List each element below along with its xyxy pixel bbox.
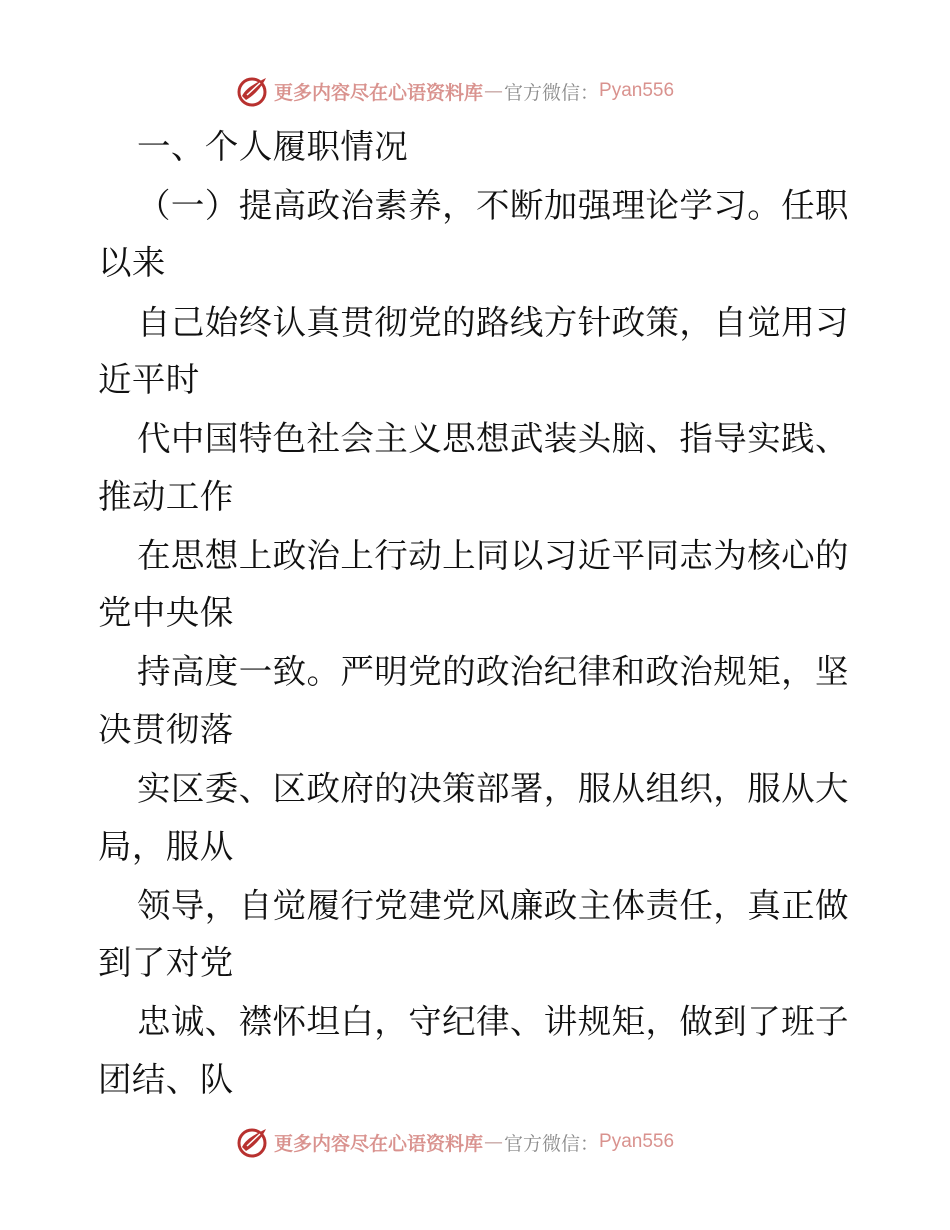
pen-logo-icon bbox=[236, 1125, 270, 1159]
text-line: 领导，自觉履行党建党风廉政主体责任，真正做 bbox=[137, 886, 849, 925]
text-line: （一）提高政治素养，不断加强理论学习。任职 bbox=[137, 186, 849, 225]
text-line: 党中央保 bbox=[98, 593, 234, 632]
text-line: 忠诚、襟怀坦白，守纪律、讲规矩，做到了班子 bbox=[137, 1002, 849, 1041]
banner-dash: — bbox=[484, 80, 504, 102]
banner-wechat-label: 官方微信： bbox=[504, 1132, 600, 1155]
text-line: 在思想上政治上行动上同以习近平同志为核心的 bbox=[137, 536, 849, 575]
text-line: 实区委、区政府的决策部署，服从组织，服从大 bbox=[137, 769, 849, 808]
banner-main-text: 更多内容尽在心语资料库 bbox=[274, 81, 484, 104]
text-line: 持高度一致。严明党的政治纪律和政治规矩，坚 bbox=[137, 652, 849, 691]
banner-wechat-label: 官方微信： bbox=[504, 81, 600, 104]
banner-wechat-id: Pyan556 bbox=[599, 80, 675, 101]
text-line: 以来 bbox=[98, 243, 166, 282]
text-line: 团结、队 bbox=[98, 1060, 234, 1099]
text-line: 推动工作 bbox=[98, 477, 234, 516]
text-line: 近平时 bbox=[98, 360, 200, 399]
banner-main-text: 更多内容尽在心语资料库 bbox=[274, 1132, 484, 1155]
text-line: 决贯彻落 bbox=[98, 710, 234, 749]
section-heading: 一、个人履职情况 bbox=[137, 127, 409, 166]
banner-dash: — bbox=[484, 1131, 504, 1153]
footer-banner bbox=[236, 1122, 716, 1162]
text-line: 局，服从 bbox=[98, 827, 234, 866]
text-line: 自己始终认真贯彻党的路线方针政策，自觉用习 bbox=[137, 303, 849, 342]
text-line: 到了对党 bbox=[98, 943, 234, 982]
text-line: 代中国特色社会主义思想武装头脑、指导实践、 bbox=[137, 419, 849, 458]
banner-wechat-id: Pyan556 bbox=[599, 1131, 675, 1152]
